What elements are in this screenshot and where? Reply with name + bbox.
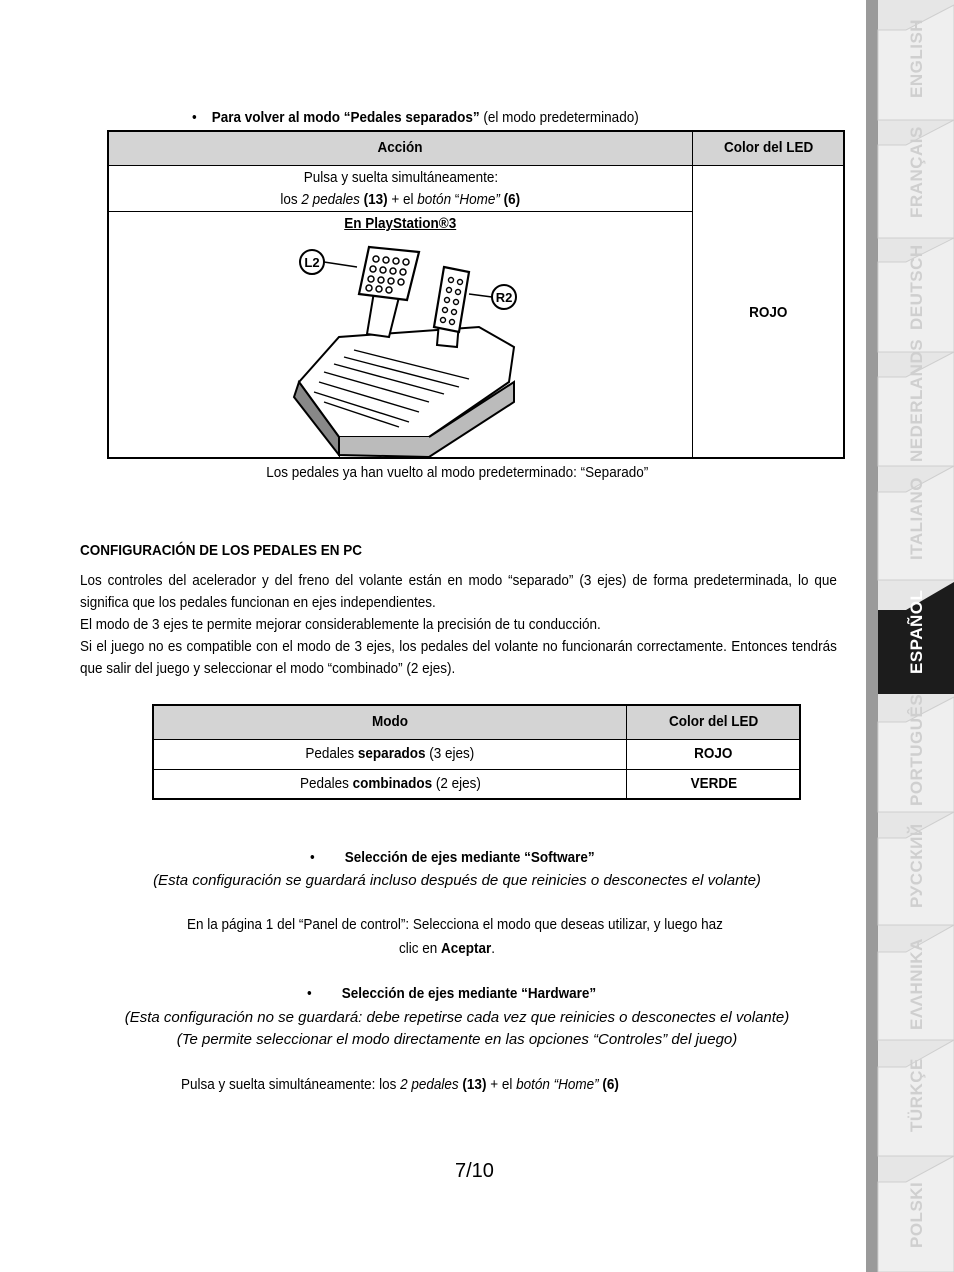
label-l2: L2: [304, 255, 320, 270]
software-line1: En la página 1 del “Panel de control”: Selecciona el modo que deseas utilizar, y luego haz: [187, 916, 723, 933]
led-rojo: ROJO: [694, 745, 733, 762]
hardware-note2: (Te permite seleccionar el modo directamente en las opciones “Controles” del juego): [176, 1031, 738, 1048]
bullet-suffix: (el modo predeterminado): [479, 109, 639, 126]
section-bullet-line: [192, 109, 639, 126]
page-number: 7/10: [455, 1160, 494, 1182]
language-tabs: ENGLISH FRANÇAIS DEUTSCH NEDERLANDS ITALIANO ESPAÑOL PORTUGUÊS РУССКИЙ ΕΛΛΗΝΙΚΑ TÜRKÇE POLSKI: [866, 0, 954, 1272]
hardware-note1: (Esta configuración no se guardará: debe repetirse cada vez que reinicies o desconectes el volante): [124, 1009, 790, 1026]
bullet: •: [310, 849, 315, 866]
row1-line1: Pulsa y suelta simultáneamente:: [303, 169, 498, 186]
software-line2: clic en Aceptar.: [399, 940, 496, 957]
header-led: Color del LED: [723, 139, 814, 156]
row-combinados: Pedales combinados (2 ejes): [299, 775, 481, 792]
pedal-reset-table: [107, 130, 845, 459]
header-led: Color del LED: [668, 713, 759, 730]
hardware-title: • Selección de ejes mediante “Hardware”: [307, 985, 597, 1002]
paragraph-3: Si el juego no es compatible con el modo de 3 ejes, los pedales del volante no funcionarán correctamente. Entonces tendrás que salir del juego y seleccionar el modo “combinado” (2 ejes).: [80, 638, 837, 677]
led-verde: VERDE: [690, 775, 737, 792]
header-modo: Modo: [371, 713, 408, 730]
paragraph-2: El modo de 3 ejes te permite mejorar considerablemente la precisión de tu conducción.: [80, 616, 601, 633]
software-note: (Esta configuración se guardará incluso después de que reinicies o desconectes el volante): [153, 872, 761, 889]
table1-caption: Los pedales ya han vuelto al modo predeterminado: “Separado”: [265, 464, 648, 481]
software-title: • Selección de ejes mediante “Software”: [310, 849, 595, 866]
row1-line2: los 2 pedales (13) + el botón “Home” (6): [280, 191, 521, 208]
playstation-title: En PlayStation®3: [344, 215, 457, 232]
paragraph-1: Los controles del acelerador y del freno del volante están en modo “separado” (3 ejes) de forma predeterminada, lo que significa que los pedales funcionan en ejes independientes.: [80, 572, 837, 611]
mode-table: [152, 704, 801, 800]
hardware-line: Pulsa y suelta simultáneamente: los 2 pedales (13) + el botón “Home” (6): [181, 1076, 619, 1093]
bullet-title: Para volver al modo “Pedales separados”: [211, 109, 480, 126]
row-separados: Pedales separados (3 ejes): [305, 745, 475, 762]
pedals-illustration: [279, 242, 539, 462]
label-r2: R2: [495, 290, 513, 305]
section-heading: CONFIGURACIÓN DE LOS PEDALES EN PC: [80, 542, 363, 559]
header-accion: Acción: [377, 139, 423, 156]
bullet: •: [192, 109, 197, 126]
led-rojo: ROJO: [749, 304, 788, 321]
bullet: •: [307, 985, 312, 1002]
